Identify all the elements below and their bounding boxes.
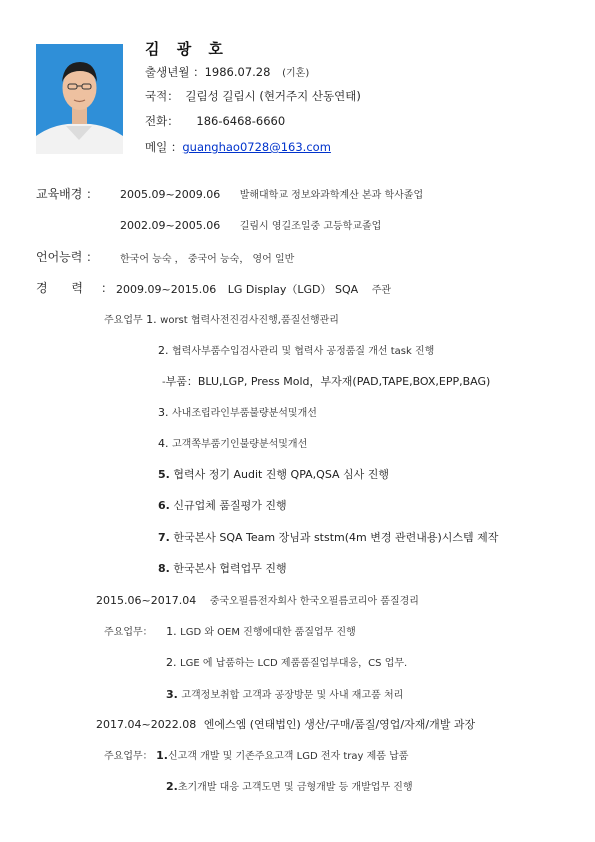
job2-duty-1 xyxy=(104,623,356,638)
job1-duty-6 xyxy=(158,497,287,513)
duty-num: 1. xyxy=(166,625,177,638)
duty-num: 7. xyxy=(158,531,170,544)
job-company: 중국오필름전자회사 한국오필름코리아 품질경리 xyxy=(209,596,419,607)
phone-value: 186-6468-6660 xyxy=(196,114,286,128)
job-period: 2017.04~2022.08 xyxy=(96,718,197,731)
duty-text: 신규업체 품질평가 진행 xyxy=(173,499,287,512)
duty-num: 6. xyxy=(158,499,170,512)
career-job3-header xyxy=(96,716,475,732)
duty-num: 3. xyxy=(166,688,178,701)
nationality-row xyxy=(145,88,361,104)
email-label: 메일 ： xyxy=(145,140,183,154)
career-job1-header xyxy=(116,281,391,297)
job-period: 2015.06~2017.04 xyxy=(96,594,197,607)
duty-text: LGD 와 OEM 진행에대한 품질업무 진행 xyxy=(180,627,356,638)
duty-label: 주요업무： xyxy=(104,751,153,762)
duty-num: 2. xyxy=(166,780,178,793)
birth-row xyxy=(145,64,309,80)
marital-status: (기혼) xyxy=(282,68,310,79)
duty-num: 8. xyxy=(158,562,170,575)
duty-num: 2. xyxy=(166,656,177,669)
education-detail: 발해대학교 정보와과학계산 본과 학사졸업 xyxy=(239,190,424,201)
profile-photo xyxy=(36,44,123,154)
duty-num: 3. xyxy=(158,406,169,419)
duty-label: 주요업무： xyxy=(104,627,153,638)
education-row-1 xyxy=(120,186,423,201)
duty-num: 1. xyxy=(156,749,168,762)
birth-value: 1986.07.28 xyxy=(204,65,271,79)
career-colon: ： xyxy=(101,281,114,295)
job2-duty-3 xyxy=(166,686,403,701)
job-period: 2009.09~2015.06 xyxy=(116,283,217,296)
duty-text: 부품：BLU,LGP, Press Mold，부자재(PAD,TAPE,BOX,EPP,BAG) xyxy=(165,375,491,388)
job2-duty-2 xyxy=(166,654,407,669)
duty-text: 사내조립라인부품불량분석및개선 xyxy=(172,408,317,419)
job1-duty-1 xyxy=(104,311,339,326)
duty-text: LGE 에 납품하는 LCD 제품품질업부대응，CS 업무. xyxy=(180,658,408,669)
job3-duty-2 xyxy=(166,778,413,793)
duty-num: 1. xyxy=(146,313,157,326)
education-detail: 길림시 영길조일중 고등학교졸업 xyxy=(239,221,382,232)
job-title: 주관 xyxy=(371,285,392,296)
education-row-2 xyxy=(120,217,381,232)
job1-duty-5 xyxy=(158,466,389,482)
email-link[interactable]: guanghao0728@163.com xyxy=(182,140,331,154)
phone-label: 전화： xyxy=(145,114,179,128)
education-label: 교육배경 ： xyxy=(36,187,99,201)
duty-text: 고객정보취합 고객과 공장방문 및 사내 재고품 처리 xyxy=(181,690,404,701)
duty-text: 협력사 정기 Audit 진행 QPA,QSA 심사 진행 xyxy=(173,468,390,481)
job1-duty-2 xyxy=(158,342,434,357)
phone-row xyxy=(145,113,285,129)
duty-text: 협력사부품수입검사관리 및 협력사 공정품질 개선 task 진행 xyxy=(172,346,435,357)
nationality-value: 길림성 길림시 (현거주지 산동연태) xyxy=(185,89,361,103)
email-row xyxy=(145,139,331,155)
duty-num: - xyxy=(162,377,166,388)
job1-duty-7 xyxy=(158,529,498,545)
education-period: 2002.09~2005.06 xyxy=(120,219,221,232)
career-job2-header xyxy=(96,592,419,607)
duty-text: 고객쪽부품기인불량분석및개선 xyxy=(172,439,308,450)
job-company: LG Display（LGD） SQA xyxy=(227,283,359,296)
duty-text: 신고객 개발 및 기존주요고객 LGD 전자 tray 제품 납품 xyxy=(167,751,409,762)
duty-num: 2. xyxy=(158,344,169,357)
duty-text: 한국본사 협력업무 진행 xyxy=(173,562,287,575)
job1-duty-3 xyxy=(158,404,317,419)
duty-text: 한국본사 SQA Team 장님과 ststm(4m 변경 관련내용)시스템 제작 xyxy=(173,531,499,544)
job3-duty-1 xyxy=(104,747,408,762)
duty-text: 초기개발 대응 고객도면 및 금형개발 등 개발업무 진행 xyxy=(177,782,413,793)
person-name: 김 광 호 xyxy=(145,40,229,58)
job1-duty-8 xyxy=(158,560,287,576)
job-company: 엔에스엠 (연태법인) 생산/구매/품질/영업/자재/개발 과장 xyxy=(203,718,476,731)
language-value: 한국어 능숙 ， 중국어 능숙， 영어 일반 xyxy=(120,254,295,265)
career-label: 경 력 xyxy=(36,281,93,295)
duty-label: 주요업무 xyxy=(104,315,143,326)
birth-label: 출생년월 ： xyxy=(145,65,205,79)
duty-num: 4. xyxy=(158,437,169,450)
job1-duty-parts xyxy=(162,373,490,389)
education-period: 2005.09~2009.06 xyxy=(120,188,221,201)
duty-text: worst 협력사전진검사진행,품질선행관리 xyxy=(160,315,339,326)
job1-duty-4 xyxy=(158,435,307,450)
duty-num: 5. xyxy=(158,468,170,481)
nationality-label: 국적： xyxy=(145,89,179,103)
language-label: 언어능력 ： xyxy=(36,250,99,264)
